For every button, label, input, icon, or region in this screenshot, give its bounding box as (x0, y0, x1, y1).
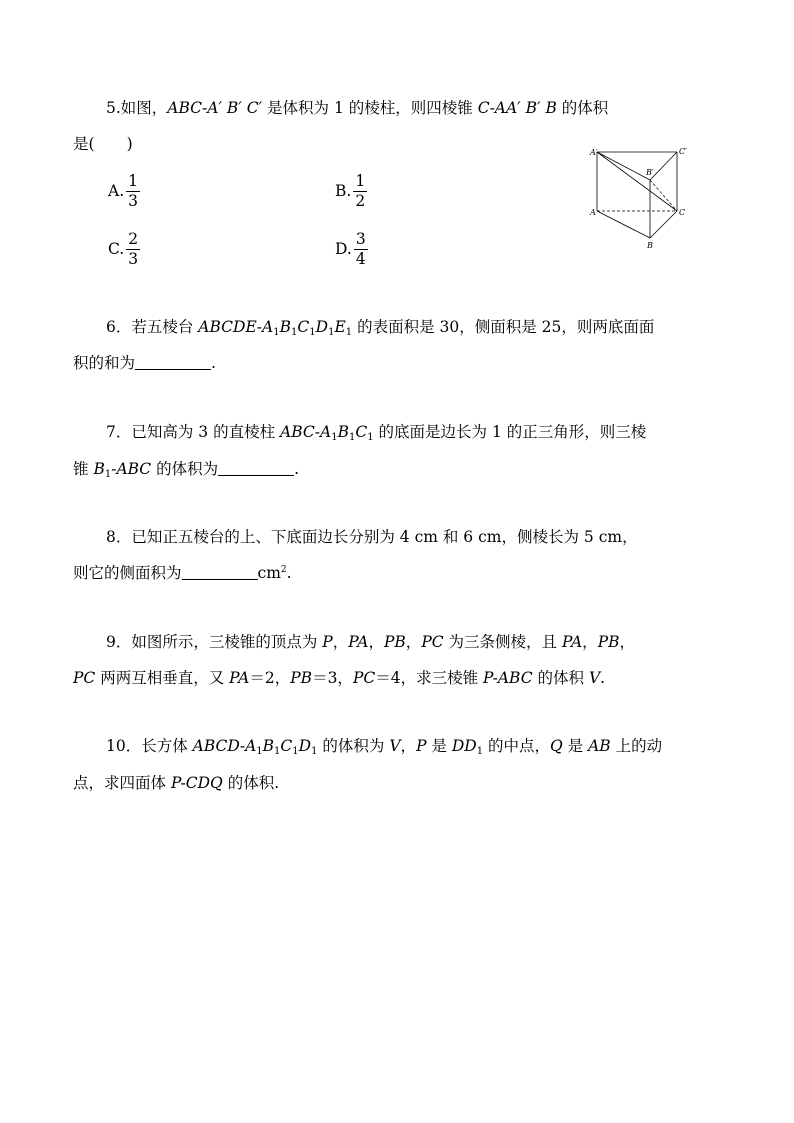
answer-blank[interactable] (135, 353, 211, 370)
label-b: B (647, 241, 653, 250)
label-a-prime: A′ (590, 148, 598, 157)
q5-choice-c[interactable]: C. $\frac{2}{3}$ (108, 229, 139, 268)
q10-line1: 10．长方体 ABCD-$A_1B_1C_1D_1$ 的体积为 V，P 是 $DD_1$ 的中点，Q 是 AB 上的动 (106, 737, 663, 757)
q5-line2: 是( ) (73, 135, 133, 153)
label-c-prime: C′ (679, 147, 687, 156)
q10-line2: 点，求四面体 P-CDQ 的体积. (73, 774, 280, 792)
q6-line2: 积的和为 . (73, 354, 216, 372)
q5-choice-d[interactable]: D. $\frac{3}{4}$ (335, 229, 366, 268)
q8-line1: 8．已知正五棱台的上、下底面边长分别为 4 cm 和 6 cm，侧棱长为 5 cm， (106, 528, 638, 546)
answer-blank[interactable] (218, 459, 294, 476)
q7-line1: 7．已知高为 3 的直棱柱 ABC-$A_1B_1C_1$ 的底面是边长为 1 的正三角形，则三棱 (106, 423, 647, 443)
fraction: $\frac{1}{3}$ (128, 171, 138, 210)
q5-choice-b[interactable]: B. $\frac{1}{2}$ (335, 171, 366, 210)
q8-line2: 则它的侧面积为 $cm^2$. (73, 564, 292, 582)
label-c: C (679, 208, 686, 217)
fraction: $\frac{2}{3}$ (128, 229, 139, 268)
fraction: $\frac{3}{4}$ (355, 229, 366, 268)
answer-blank[interactable] (182, 563, 258, 580)
q9-line2: PC 两两互相垂直，又 PA＝2，PB＝3，PC＝4，求三棱锥 P-ABC 的体积 V. (73, 669, 606, 687)
q6-line1: 6．若五棱台 ABCDE-$A_1B_1C_1D_1E_1$ 的表面积是 30，侧面积是 25，则两底面面 (106, 318, 655, 338)
q5-choice-a[interactable]: A. $\frac{1}{3}$ (108, 171, 138, 210)
label-b-prime: B′ (646, 168, 654, 177)
q9-line1: 9．如图所示，三棱锥的顶点为 P，PA，PB，PC 为三条侧棱，且 PA，PB， (106, 633, 636, 651)
q7-line2: 锥 $B_1$-ABC 的体积为 . (73, 460, 300, 480)
prism-figure (582, 142, 700, 256)
q5-line1: 5.如图，ABC-A′ B′ C′ 是体积为 1 的棱柱，则四棱锥 C-AA′ B′ B 的体积 (106, 99, 609, 117)
fraction: $\frac{1}{2}$ (355, 171, 366, 210)
label-a: A (590, 208, 596, 217)
